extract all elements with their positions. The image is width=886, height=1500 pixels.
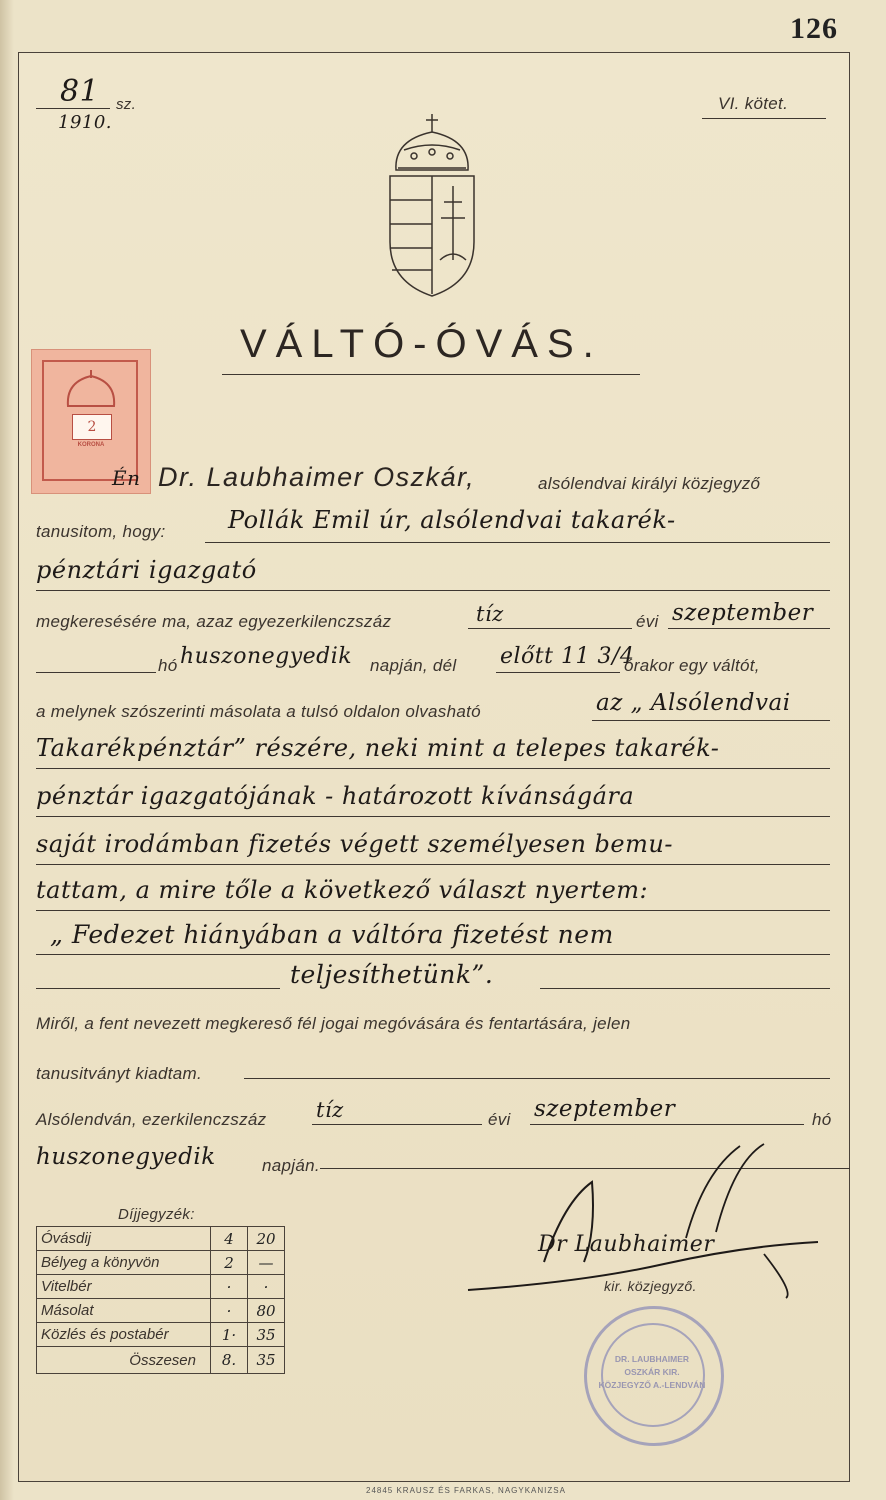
fee-label: Óvásdij [37, 1227, 211, 1251]
table-row [37, 1323, 285, 1347]
fees-title: Díjjegyzék: [118, 1206, 195, 1223]
registry-year: 1910. [58, 112, 113, 133]
fee-table [36, 1226, 285, 1374]
closing-month-handwritten: szeptember [534, 1096, 676, 1122]
fee-label: Vitelbér [37, 1275, 211, 1299]
month-handwritten: szeptember [672, 600, 814, 626]
notary-role: alsólendvai királyi közjegyző [538, 474, 761, 493]
signature: Dr Laubhaimer [538, 1232, 715, 1257]
hand-line-10: tattam, a mire tőle a következő választ nyertem: [36, 876, 649, 904]
text-year: évi [636, 612, 659, 631]
rule-line [36, 988, 280, 989]
printer-imprint: 24845 KRAUSZ ÉS FARKAS, NAGYKANIZSA [366, 1486, 566, 1495]
fee-crowns: · [211, 1275, 248, 1299]
text-request-date: megkeresésére ma, azaz egyezerkilenczszáz [36, 612, 392, 631]
rule-line [496, 672, 620, 673]
table-row [37, 1299, 285, 1323]
fee-fillers: · [248, 1275, 285, 1299]
page-number: 126 [790, 12, 838, 45]
binding-edge [0, 0, 14, 1500]
day-handwritten: huszonegyedik [180, 644, 353, 669]
hand-line-11: „ Fedezet hiányában a váltóra fizetést nem [50, 920, 614, 949]
rule-line [312, 1124, 482, 1125]
hand-line-9: saját irodámban fizetés végett személyesen bemu- [36, 830, 673, 858]
rule-line [36, 672, 156, 673]
stamp-unit: KORONA [77, 442, 105, 448]
table-row [37, 1275, 285, 1299]
notary-name: Dr. Laubhaimer Oszkár, [158, 462, 476, 492]
table-row [37, 1251, 285, 1275]
table-row-total [37, 1347, 285, 1374]
rule-line [36, 816, 830, 817]
fee-fillers: 80 [248, 1299, 285, 1323]
text-copy-reference: a melynek szószerinti másolata a tulsó oldalon olvasható [36, 702, 481, 721]
notary-seal [584, 1306, 724, 1446]
rule-line [668, 628, 830, 629]
text-day-noon: napján, dél [370, 656, 457, 675]
bank-name-start: az „ Alsólendvai [596, 690, 791, 716]
hand-prefix: Én [112, 466, 141, 490]
fee-crowns: · [211, 1299, 248, 1323]
rule-line [468, 628, 632, 629]
text-closing-month: hó [812, 1110, 832, 1129]
fee-crowns: 4 [211, 1227, 248, 1251]
rule-line [592, 720, 830, 721]
rule-line [36, 954, 830, 955]
text-closing-year: évi [488, 1110, 511, 1129]
fee-fillers: 35 [248, 1323, 285, 1347]
rule-line [36, 768, 830, 769]
fee-total-crowns: 8. [211, 1347, 248, 1374]
fee-label: Másolat [37, 1299, 211, 1323]
closing-year-handwritten: tíz [316, 1098, 344, 1122]
rule-line [530, 1124, 804, 1125]
crown-icon [62, 370, 120, 410]
rule-line [205, 542, 830, 543]
time-handwritten: előtt 11 3/4 [500, 644, 635, 669]
volume-line [702, 118, 826, 119]
coat-of-arms-emblem [384, 110, 480, 300]
requester-name: Pollák Emil úr, alsólendvai takarék- [228, 506, 676, 534]
fee-fillers: — [248, 1251, 285, 1275]
rule-line [540, 988, 830, 989]
text-closing-day: napján. [262, 1156, 320, 1175]
signature-title: kir. közjegyző. [604, 1278, 697, 1294]
registry-number: 81 [60, 74, 100, 109]
fee-label: Bélyeg a könyvön [37, 1251, 211, 1275]
registry-number-line [36, 108, 110, 109]
stamp-value: 2 [72, 414, 112, 440]
text-certificate-issued: tanusitványt kiadtam. [36, 1064, 202, 1083]
rule-line [36, 864, 830, 865]
text-certify: tanusitom, hogy: [36, 522, 166, 541]
text-rights: Miről, a fent nevezett megkereső fél jogai megóvására és fentartására, jelen [36, 1014, 631, 1033]
requester-title: pénztári igazgató [36, 556, 257, 584]
hand-line-7: Takarékpénztár” részére, neki mint a telepes takarék- [36, 734, 720, 762]
title-underline [222, 374, 640, 375]
rule-line [244, 1078, 830, 1079]
fee-crowns: 2 [211, 1251, 248, 1275]
table-row [37, 1227, 285, 1251]
fee-total-label: Összesen [37, 1347, 211, 1374]
seal-text: DR. LAUBHAIMER OSZKÁR KIR. KÖZJEGYZŐ A.-LENDVÁN [598, 1354, 706, 1390]
document-title: VÁLTÓ-ÓVÁS. [240, 322, 603, 366]
volume-label: VI. kötet. [718, 94, 789, 113]
registry-number-suffix: sz. [116, 96, 137, 113]
closing-day-handwritten: huszonegyedik [36, 1144, 216, 1170]
rule-line [36, 590, 830, 591]
fee-crowns: 1· [211, 1323, 248, 1347]
text-month: hó [158, 656, 178, 675]
text-hour: órakor egy váltót, [624, 656, 760, 675]
text-place-date: Alsólendván, ezerkilenczszáz [36, 1110, 267, 1129]
hand-line-8: pénztár igazgatójának - határozott kívánságára [36, 782, 635, 810]
rule-line [36, 910, 830, 911]
fee-total-fillers: 35 [248, 1347, 285, 1374]
year-handwritten: tíz [476, 602, 504, 626]
hand-line-12: teljesíthetünk”. [290, 960, 494, 989]
fee-label: Közlés és postabér [37, 1323, 211, 1347]
fee-fillers: 20 [248, 1227, 285, 1251]
